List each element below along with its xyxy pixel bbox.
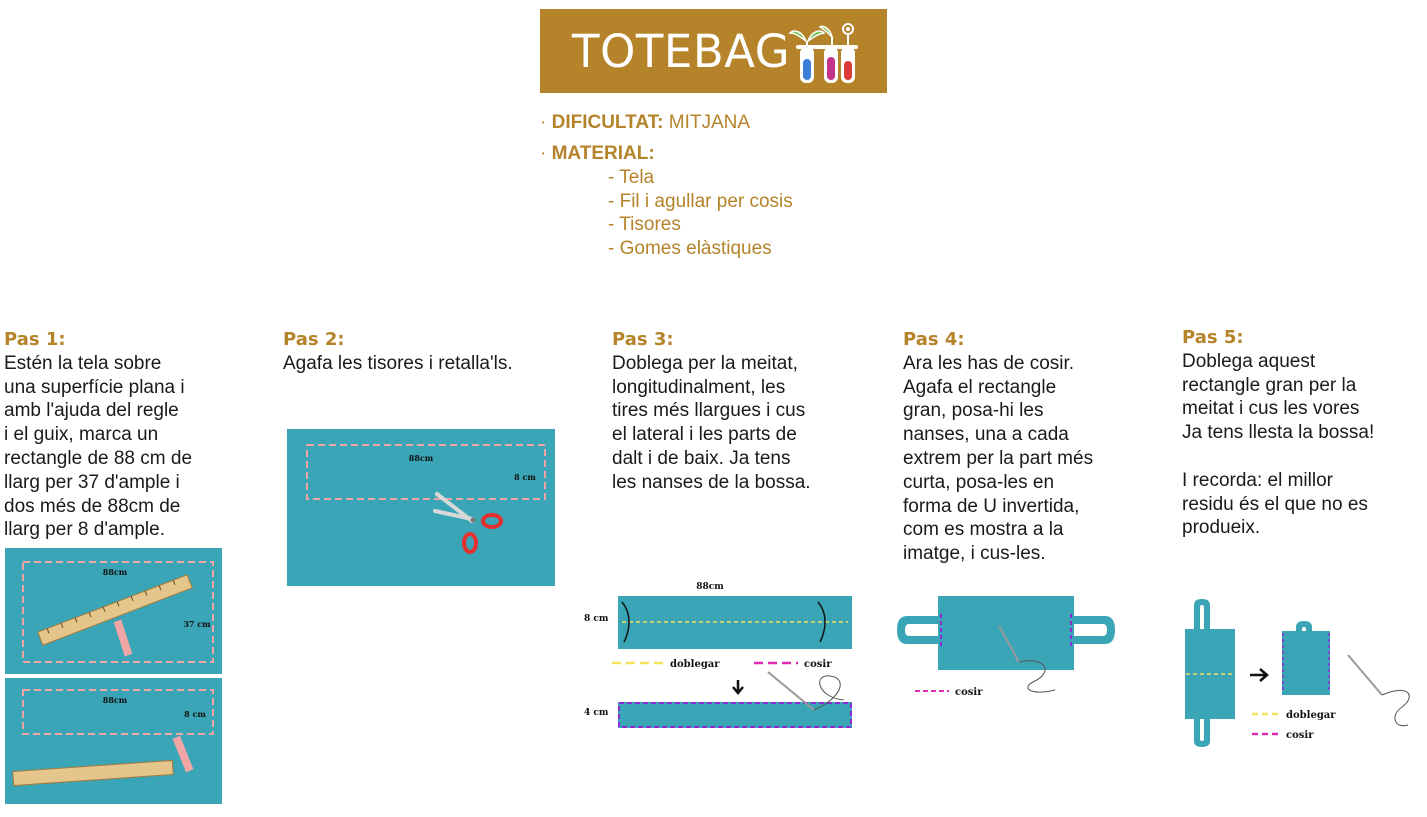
legend-fold-label: doblegar	[670, 659, 720, 670]
difficulty-value: MITJANA	[668, 112, 751, 133]
legend-sew-label: cosir	[804, 659, 832, 670]
step-3-illustration	[582, 578, 857, 730]
material-item: - Tela	[608, 167, 655, 188]
width-label: 37 cm	[183, 619, 211, 629]
folded-strip	[618, 702, 852, 728]
handle-top	[1194, 599, 1210, 633]
bag-body	[938, 596, 1074, 670]
legend-fold-label: doblegar	[1286, 710, 1336, 721]
step-4-illustration	[895, 592, 1117, 700]
folded-width-label: 4 cm	[584, 708, 609, 718]
handle-bottom	[1194, 715, 1210, 747]
step-text: Doblega aquest rectangle gran per la meitat i cus les vores Ja tens llesta la bossa! I recorda: el millor residu és el que no es produeix.	[1182, 350, 1375, 539]
step-text: Estén la tela sobre una superfície plana i amb l'ajuda del regle i el guix, marca un rectangle de 88 cm de llarg per 37 d'ample i dos més de 88cm de llarg per 8 d'ample.	[4, 352, 193, 541]
step-1	[4, 328, 192, 542]
handle-right	[1073, 616, 1115, 644]
length-label: 88cm	[408, 453, 434, 463]
material-label: MATERIAL:	[551, 143, 655, 164]
step-5-illustration	[1180, 597, 1418, 749]
material-item: - Gomes elàstiques	[608, 237, 772, 259]
handle-left	[897, 616, 939, 644]
length-label: 88cm	[102, 567, 128, 577]
title-banner	[540, 9, 887, 93]
right-arrow-icon	[1250, 669, 1267, 681]
step-title: Pas 2:	[283, 329, 345, 350]
difficulty-row: · DIFICULTAT: MITJANA	[540, 112, 751, 133]
material-item: - Fil i agullar per cosis	[608, 190, 793, 212]
legend-sew-label: cosir	[955, 687, 983, 698]
material-item: - Tisores	[608, 214, 681, 235]
test-tubes-plants-icon	[786, 19, 862, 85]
step-3	[612, 328, 811, 495]
step-text: Ara les has de cosir. Agafa el rectangle gran, posa-hi les nanses, una a cada extrem per la part més curta, posa-les en forma de U invertida, com es mostra a la imatge, i cus-les.	[903, 352, 1094, 565]
step-title: Pas 5:	[1182, 327, 1244, 348]
step-2	[283, 328, 513, 376]
step-5	[1182, 326, 1374, 540]
step-1-illustration	[5, 548, 222, 804]
step-text: Agafa les tisores i retalla'ls.	[283, 352, 513, 374]
down-arrow-icon	[733, 680, 743, 693]
step-4	[903, 328, 1093, 566]
length-label: 88cm	[102, 695, 128, 705]
width-label: 8 cm	[584, 614, 609, 624]
width-label: 8 cm	[184, 709, 206, 719]
legend-sew-label: cosir	[1286, 730, 1314, 741]
needle-thread-icon	[1348, 655, 1409, 726]
step-title: Pas 3:	[612, 329, 674, 350]
finished-bag	[1282, 631, 1330, 695]
bag-handle	[1296, 621, 1312, 631]
page-title: TOTEBAG	[572, 25, 791, 78]
step-text: Doblega per la meitat, longitudinalment, les tires més llargues i cus el lateral i les parts de dalt i de baix. Ja tens les nanses de la bossa.	[612, 352, 811, 493]
step-2-illustration	[287, 429, 555, 586]
step-title: Pas 4:	[903, 329, 965, 350]
width-label: 8 cm	[514, 472, 536, 482]
materials-list	[608, 166, 793, 260]
difficulty-label: DIFICULTAT:	[551, 112, 664, 133]
length-label: 88cm	[696, 582, 724, 592]
recipe-meta	[540, 112, 750, 174]
material-row: · MATERIAL:	[540, 143, 655, 164]
step-title: Pas 1:	[4, 329, 66, 350]
